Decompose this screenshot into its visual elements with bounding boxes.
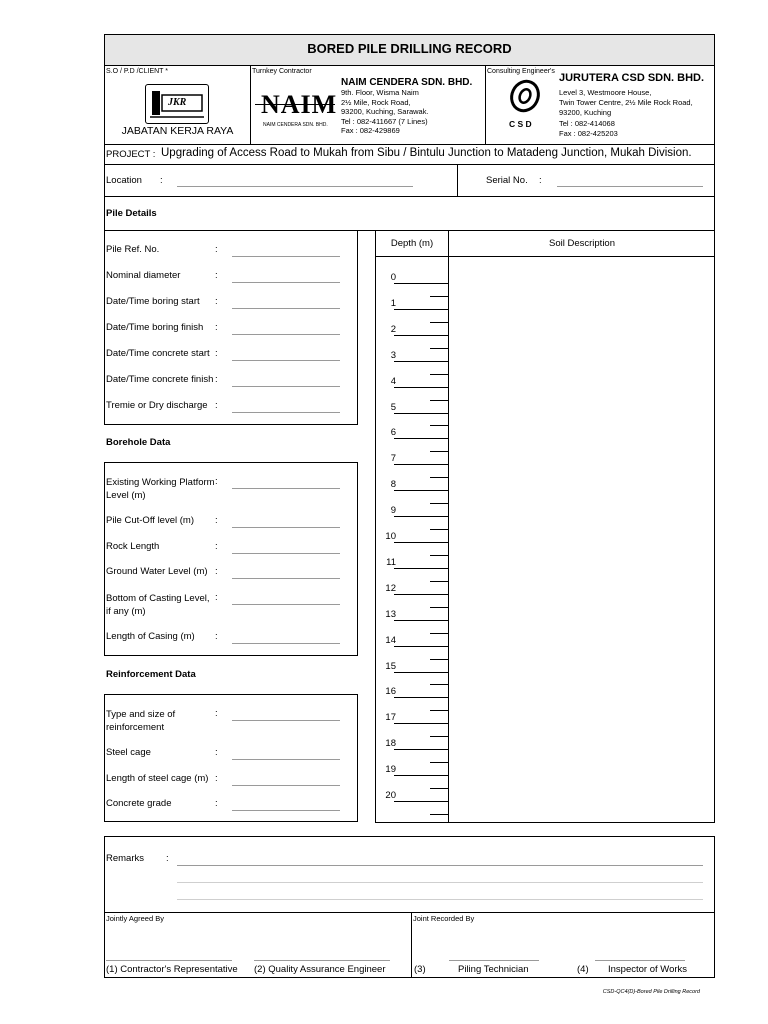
address-line: Twin Tower Centre, 2½ Mile Rock Road,	[559, 98, 693, 108]
address-line: Fax : 082-425203	[559, 128, 618, 138]
ground-water-field[interactable]	[232, 578, 340, 579]
field-label: Bottom of Casting Level, if any (m)	[106, 593, 210, 617]
depth-tick-minor	[430, 762, 449, 763]
location-row	[104, 164, 715, 197]
contractor-signature-line[interactable]	[106, 960, 232, 961]
depth-tick-minor	[430, 736, 449, 737]
depth-tick-major	[394, 568, 449, 569]
concrete-finish-field[interactable]	[232, 386, 340, 387]
technician-number: (3)	[414, 964, 426, 975]
depth-tick-major	[394, 516, 449, 517]
colon: :	[215, 296, 218, 307]
depth-label: 16	[385, 686, 396, 698]
field-label: Date/Time concrete start	[106, 348, 210, 359]
depth-tick-major	[394, 646, 449, 647]
colon: :	[215, 747, 218, 758]
concrete-start-field[interactable]	[232, 360, 340, 361]
depth-tick-major	[394, 672, 449, 673]
field-label: Concrete grade	[106, 798, 172, 809]
naim-logo-sub: NAIM CENDERA SDN. BHD.	[263, 122, 328, 128]
concrete-grade-field[interactable]	[232, 810, 340, 811]
depth-tick-major	[394, 723, 449, 724]
rock-length-field[interactable]	[232, 553, 340, 554]
csd-logo	[505, 78, 545, 114]
divider	[104, 912, 715, 913]
depth-label: 2	[390, 323, 396, 335]
field-label: Length of Casing (m)	[106, 631, 195, 642]
depth-tick-minor	[430, 348, 449, 349]
address-line: 9th. Floor, Wisma Naim	[341, 88, 419, 97]
depth-tick-major	[394, 413, 449, 414]
jkr-logo-text: JKR	[168, 97, 187, 108]
naim-logo: NAIM	[261, 90, 338, 119]
soil-description-area[interactable]	[449, 257, 714, 822]
colon: :	[215, 566, 218, 577]
technician-signature-line[interactable]	[449, 960, 539, 961]
depth-tick-minor	[430, 529, 449, 530]
depth-header: Depth (m)	[390, 238, 434, 249]
colon: :	[215, 515, 218, 526]
remarks-colon: :	[166, 853, 169, 864]
jkr-logo	[145, 84, 209, 124]
depth-tick-minor	[430, 581, 449, 582]
depth-tick-major	[394, 283, 449, 284]
depth-label: 11	[386, 556, 396, 568]
csd-logo-icon	[505, 78, 545, 114]
colon: :	[215, 798, 218, 809]
depth-tick-minor	[430, 814, 449, 815]
steel-cage-field[interactable]	[232, 759, 340, 760]
depth-tick-minor	[430, 425, 449, 426]
depth-tick-major	[394, 438, 449, 439]
joint-recorded-label: Joint Recorded By	[413, 914, 475, 923]
location-field[interactable]	[177, 186, 413, 187]
qa-signature-line[interactable]	[254, 960, 390, 961]
boring-start-field[interactable]	[232, 308, 340, 309]
colon: :	[215, 476, 218, 487]
client-caption: S.O / P.D /CLIENT *	[106, 68, 168, 75]
form-title: BORED PILE DRILLING RECORD	[307, 41, 512, 56]
inspector-signature-line[interactable]	[595, 960, 685, 961]
field-label: Pile Ref. No.	[106, 244, 160, 255]
field-label: Date/Time concrete finish	[106, 374, 214, 385]
depth-label: 8	[390, 479, 396, 491]
field-label: Rock Length	[106, 541, 160, 552]
depth-label: 9	[390, 505, 396, 517]
depth-tick-major	[394, 749, 449, 750]
pile-details-heading: Pile Details	[106, 208, 157, 219]
depth-tick-major	[394, 775, 449, 776]
csd-logo-text: C S D	[509, 119, 532, 129]
section-strip	[104, 196, 715, 231]
soil-description-header: Soil Description	[549, 238, 615, 249]
contractor-address	[341, 88, 429, 136]
depth-tick-major	[394, 594, 449, 595]
inspector-number: (4)	[577, 964, 589, 975]
colon: :	[215, 348, 218, 359]
depth-tick-minor	[430, 684, 449, 685]
field-label: Ground Water Level (m)	[106, 566, 208, 577]
depth-label: 14	[385, 634, 396, 646]
field-label: Nominal diameter	[106, 270, 181, 281]
remarks-line[interactable]	[177, 865, 703, 866]
depth-tick-minor	[430, 296, 449, 297]
depth-tick-minor	[430, 607, 449, 608]
depth-label: 10	[385, 531, 396, 542]
colon: :	[215, 631, 218, 642]
depth-label: 4	[390, 375, 396, 387]
contractor-caption: Turnkey Contractor	[252, 68, 312, 75]
field-label: Date/Time boring finish	[106, 322, 204, 333]
colon: :	[215, 708, 218, 719]
colon: :	[215, 773, 218, 784]
remarks-label: Remarks	[106, 853, 145, 864]
depth-tick-minor	[430, 477, 449, 478]
serial-colon: :	[539, 175, 542, 186]
divider	[457, 164, 458, 197]
technician-label: Piling Technician	[458, 964, 529, 975]
divider	[485, 65, 486, 145]
colon: :	[215, 244, 218, 255]
depth-label: 1	[390, 297, 396, 309]
depth-label: 15	[385, 660, 396, 672]
address-line: 93200, Kuching	[559, 108, 612, 118]
consultant-address	[559, 88, 693, 139]
depth-tick-minor	[430, 659, 449, 660]
serial-label: Serial No.	[486, 175, 528, 186]
remarks-line[interactable]	[177, 882, 703, 883]
colon: :	[215, 400, 218, 411]
consultant-caption: Consulting Engineer's	[487, 68, 555, 75]
address-line: Tel : 082-411667 (7 Lines)	[341, 116, 428, 126]
working-platform-field[interactable]	[232, 488, 340, 489]
depth-tick-major	[394, 464, 449, 465]
colon: :	[215, 541, 218, 552]
field-label: Length of steel cage (m)	[106, 773, 209, 784]
colon: :	[215, 322, 218, 333]
address-line: Tel : 082-414068	[559, 118, 615, 128]
depth-tick-minor	[430, 788, 449, 789]
depth-tick-minor	[430, 503, 449, 504]
depth-tick-minor	[430, 710, 449, 711]
depth-label: 18	[385, 738, 396, 750]
address-line: 93200, Kuching, Sarawak.	[341, 107, 429, 117]
casing-length-field[interactable]	[232, 643, 340, 644]
depth-tick-minor	[430, 400, 449, 401]
contractor-rep-label: (1) Contractor's Representative	[106, 964, 238, 975]
depth-tick-major	[394, 542, 449, 543]
depth-tick-major	[394, 620, 449, 621]
depth-label: 7	[390, 453, 396, 465]
divider	[250, 65, 251, 145]
depth-label: 5	[390, 401, 396, 413]
remarks-line[interactable]	[177, 899, 703, 900]
nominal-diameter-field[interactable]	[232, 282, 340, 283]
footer-form-code: CSD-QC4(D)-Bored Pile Drilling Record	[602, 989, 700, 995]
depth-tick-major	[394, 309, 449, 310]
cutoff-level-field[interactable]	[232, 527, 340, 528]
depth-tick-minor	[430, 633, 449, 634]
casting-level-field[interactable]	[232, 604, 340, 605]
inspector-label: Inspector of Works	[608, 964, 688, 975]
qa-engineer-label: (2) Quality Assurance Engineer	[254, 964, 386, 975]
depth-tick-major	[394, 387, 449, 388]
depth-tick-major	[394, 697, 449, 698]
jointly-agreed-label: Jointly Agreed By	[106, 914, 164, 923]
reinforcement-heading: Reinforcement Data	[106, 669, 196, 680]
serial-field[interactable]	[557, 186, 703, 187]
borehole-heading: Borehole Data	[106, 437, 171, 448]
depth-label: 20	[385, 790, 396, 801]
depth-tick-major	[394, 361, 449, 362]
field-label: Steel cage	[106, 747, 151, 758]
project-label: PROJECT :	[106, 149, 156, 160]
colon: :	[215, 374, 218, 385]
depth-label: 0	[390, 272, 396, 283]
client-name: JABATAN KERJA RAYA	[121, 125, 234, 137]
address-line: 2½ Mile, Rock Road,	[341, 97, 411, 107]
depth-label: 3	[390, 349, 396, 361]
tremie-field[interactable]	[232, 412, 340, 413]
reinforcement-type-field[interactable]	[232, 720, 340, 721]
depth-tick-major	[394, 801, 449, 802]
project-value: Upgrading of Access Road to Mukah from Sibu / Bintulu Junction to Matadeng Junction, Mukah Division.	[161, 147, 692, 159]
depth-label: 13	[385, 608, 396, 620]
field-label: Pile Cut-Off level (m)	[106, 515, 194, 526]
field-label: Date/Time boring start	[106, 296, 200, 307]
depth-tick-minor	[430, 451, 449, 452]
depth-tick-major	[394, 335, 449, 336]
location-label: Location	[106, 175, 142, 186]
depth-tick-minor	[430, 322, 449, 323]
depth-tick-minor	[430, 374, 449, 375]
depth-label: 6	[390, 427, 396, 439]
depth-label: 19	[385, 764, 396, 776]
remarks-block	[104, 836, 715, 978]
naim-logo-line	[255, 104, 335, 105]
colon: :	[215, 592, 218, 603]
field-label: Existing Working Platform Level (m)	[106, 477, 215, 501]
field-label: Type and size of reinforcement	[106, 709, 176, 733]
boring-finish-field[interactable]	[232, 334, 340, 335]
steel-cage-length-field[interactable]	[232, 785, 340, 786]
address-line: Fax : 082-429869	[341, 126, 400, 136]
consultant-name: JURUTERA CSD SDN. BHD.	[559, 72, 705, 84]
pile-ref-field[interactable]	[232, 256, 340, 257]
depth-label: 17	[385, 712, 396, 724]
address-line: Level 3, Westmoore House,	[559, 88, 652, 97]
depth-tick-major	[394, 490, 449, 491]
depth-label: 12	[385, 582, 396, 594]
depth-tick-minor	[430, 555, 449, 556]
location-colon: :	[160, 175, 163, 186]
divider	[411, 912, 412, 978]
colon: :	[215, 270, 218, 281]
contractor-name: NAIM CENDERA SDN. BHD.	[341, 77, 473, 88]
field-label: Tremie or Dry discharge	[106, 400, 208, 411]
